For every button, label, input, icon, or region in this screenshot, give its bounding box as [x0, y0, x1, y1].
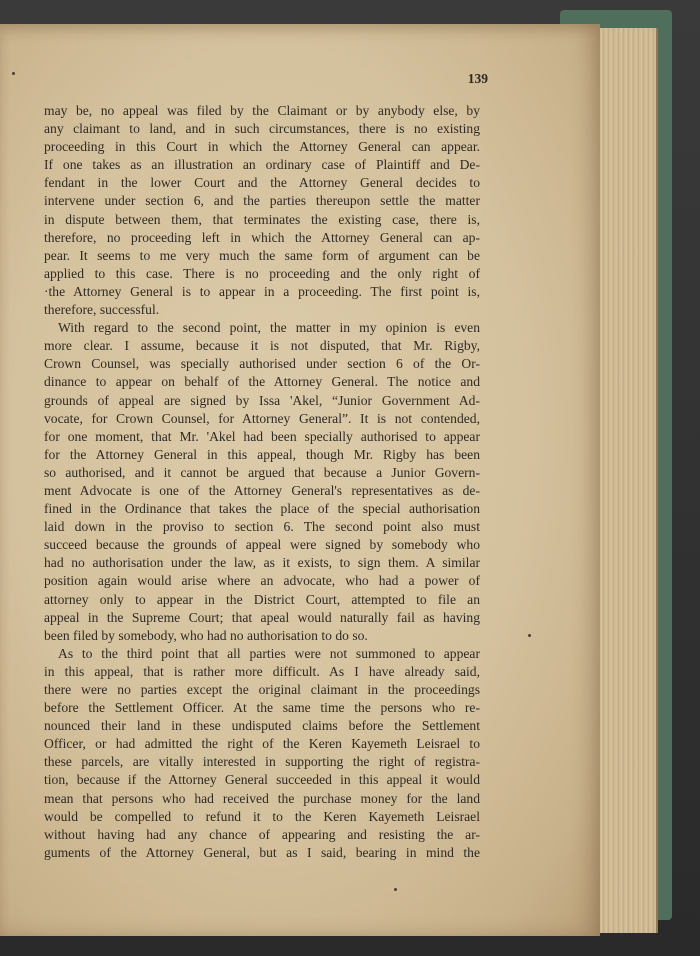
text-line: If one takes as an illustration an ordinary case of Plaintiff and De-: [44, 157, 480, 173]
text-line: had no authorisation under the law, as it exists, to sign them. A similar: [44, 555, 480, 571]
text-line: succeed because the grounds of appeal were signed by somebody who: [44, 537, 480, 553]
text-line: therefore, no proceeding left in which the Attorney General can ap-: [44, 229, 480, 245]
text-line: grounds of appeal are signed by Issa 'Akel, “Junior Government Ad-: [44, 392, 480, 408]
text-line: nounced their land in these undisputed claims before the Settlement: [44, 718, 480, 734]
text-line: before the Settlement Officer. At the same time the persons who re-: [44, 700, 480, 716]
text-line: intervene under section 6, and the parties thereupon settle the matter: [44, 193, 480, 209]
paper-speck: [528, 634, 531, 637]
text-line: applied to this case. There is no proceeding and the only right of: [44, 265, 480, 281]
text-line: position again would arise where an advocate, who had a power of: [44, 573, 480, 589]
text-line: been filed by somebody, who had no authorisation to do so.: [44, 627, 368, 643]
text-line: in dispute between them, that terminates the existing case, there is,: [44, 211, 480, 227]
text-line: laid down in the proviso to section 6. The second point also must: [44, 519, 480, 535]
text-line: without having had any chance of appearing and resisting the ar-: [44, 826, 480, 842]
text-line: these parcels, are vitally interested in supporting the right of registra-: [44, 754, 480, 770]
text-line: may be, no appeal was filed by the Claimant or by anybody else, by: [44, 103, 480, 118]
text-line: Officer, or had admitted the right of the Keren Kayemeth Leisrael to: [44, 736, 480, 752]
body-text: [44, 102, 480, 862]
text-line: therefore, successful.: [44, 302, 160, 318]
text-line: Crown Counsel, was specially authorised under section 6 of the Or-: [44, 356, 480, 372]
text-line: With regard to the second point, the matter in my opinion is even: [58, 320, 480, 336]
text-line: fined in the Ordinance that takes the place of the special authorisation: [44, 501, 480, 517]
text-line: for the Attorney General in this appeal, though Mr. Rigby has been: [44, 446, 480, 462]
text-line: for one moment, that Mr. 'Akel had been specially authorised to appear: [44, 428, 480, 444]
text-line: mean that persons who had received the purchase money for the land: [44, 790, 480, 806]
page-number: 139: [467, 71, 488, 86]
text-line: there were no parties except the original claimant in the proceedings: [44, 682, 480, 697]
text-line: attorney only to appear in the District Court, attempted to file an: [44, 591, 480, 607]
page-edges: [590, 28, 658, 933]
text-line: ment Advocate is one of the Attorney General's representatives as de-: [44, 482, 480, 498]
paper-speck: [12, 72, 15, 75]
text-line: guments of the Attorney General, but as I said, bearing in mind the: [44, 844, 480, 860]
text-line: pear. It seems to me very much the same form of argument can be: [44, 247, 480, 263]
text-line: any claimant to land, and in such circumstances, there is no existing: [44, 121, 480, 137]
text-line: tion, because if the Attorney General succeeded in this appeal it would: [44, 772, 480, 788]
text-line: appeal in the Supreme Court; that apeal would naturally fail as having: [44, 609, 480, 625]
text-line: vocate, for Crown Counsel, for Attorney General”. It is not contended,: [44, 410, 480, 426]
text-line: so authorised, and it cannot be argued that because a Junior Govern-: [44, 464, 480, 480]
text-line: ·the Attorney General is to appear in a proceeding. The first point is,: [44, 283, 480, 299]
text-line: would be compelled to refund it to the Keren Kayemeth Leisrael: [44, 808, 480, 824]
text-line: dinance to appear on behalf of the Attorney General. The notice and: [44, 374, 480, 390]
text-line: fendant in the lower Court and the Attorney General decides to: [44, 175, 480, 191]
text-line: more clear. I assume, because it is not disputed, that Mr. Rigby,: [44, 338, 480, 354]
text-line: in this appeal, that is rather more difficult. As I have already said,: [44, 663, 480, 679]
text-line: As to the third point that all parties were not summoned to appear: [58, 645, 480, 661]
paper-speck: [394, 888, 397, 891]
text-line: proceeding in this Court in which the Attorney General can appear.: [44, 139, 480, 155]
